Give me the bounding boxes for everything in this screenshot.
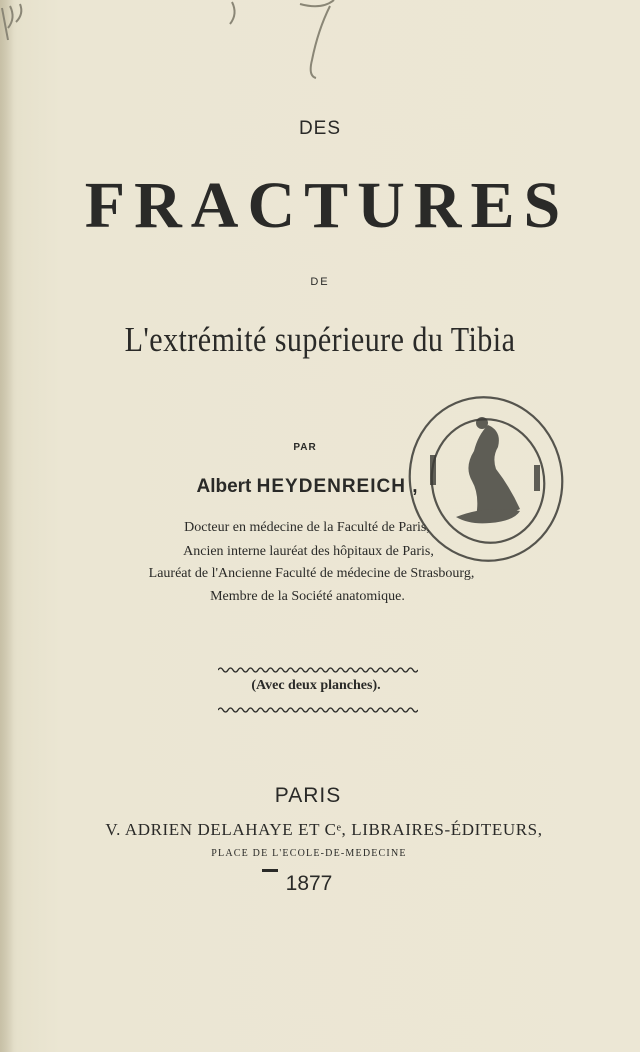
wavy-rule-bottom-icon (218, 706, 418, 714)
title-subtitle: L'extrémité supérieure du Tibia (124, 320, 516, 359)
imprint-year: 1877 (285, 872, 333, 895)
credential-line: Docteur en médecine de la Faculté de Paris, (184, 520, 430, 535)
title-fractures: FRACTURES (84, 169, 570, 242)
author-first-name: Albert (196, 476, 252, 497)
title-des: DES (298, 118, 342, 139)
credential-line: Ancien interne lauréat des hôpitaux de Paris, (183, 544, 434, 559)
imprint-address: PLACE DE L'ECOLE-DE-MEDECINE (211, 848, 407, 859)
credential-line: Membre de la Société anatomique. (210, 589, 405, 604)
library-seal-stamp-icon (396, 395, 568, 575)
wavy-rule-top-icon (218, 666, 418, 674)
plates-note: (Avec deux planches). (251, 678, 381, 693)
author-last-name: HEYDENREICH , (256, 476, 419, 497)
credential-line: Lauréat de l'Ancienne Faculté de médecine de Strasbourg, (148, 566, 475, 581)
title-de: DE (310, 276, 330, 288)
byline-par: PAR (293, 442, 317, 453)
pencil-marks-icon (0, 0, 640, 100)
imprint-publisher: V. ADRIEN DELAHAYE ET Cᵉ, LIBRAIRES-ÉDITEURS, (105, 820, 543, 839)
imprint-city: PARIS (274, 784, 342, 807)
